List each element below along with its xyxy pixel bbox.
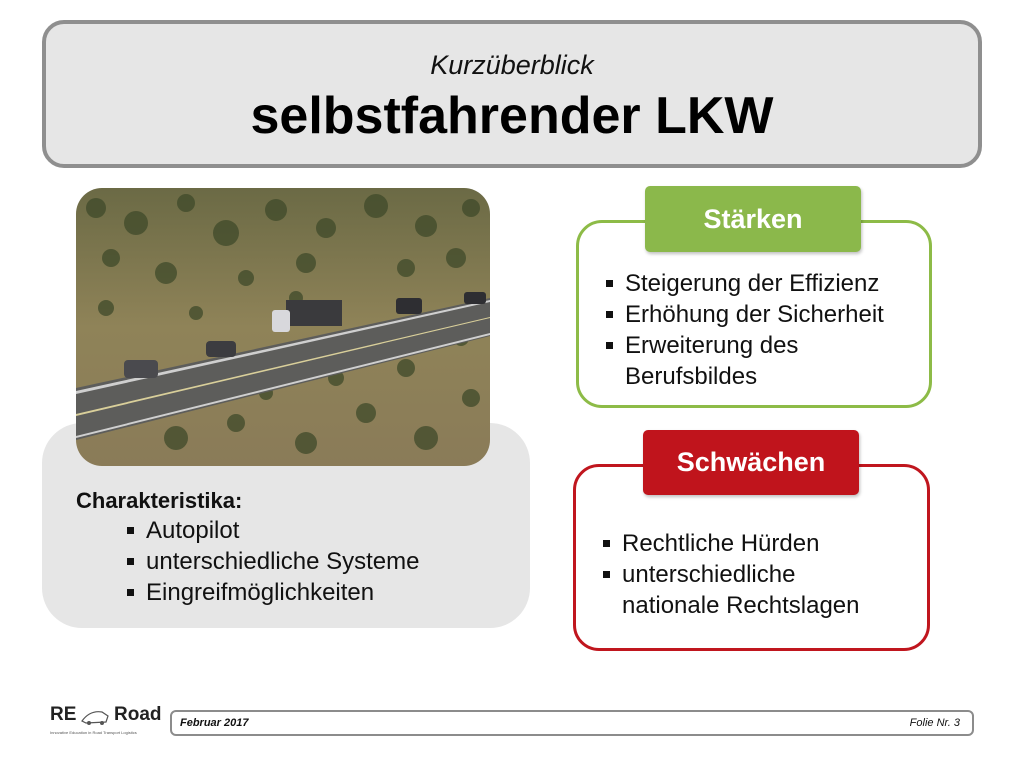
list-item: Autopilot bbox=[146, 515, 419, 546]
list-item: Rechtliche Hürden bbox=[622, 528, 892, 559]
slide-number: Folie Nr. 3 bbox=[909, 717, 960, 729]
characteristics-list bbox=[146, 515, 419, 608]
weaknesses-list bbox=[622, 528, 892, 621]
strengths-label: Stärken bbox=[645, 186, 861, 252]
slide-title: selbstfahrender LKW bbox=[250, 87, 774, 145]
slide-subtitle: Kurzüberblick bbox=[430, 50, 594, 80]
strengths-list bbox=[625, 268, 884, 392]
truck-logo-icon bbox=[80, 706, 110, 731]
re-road-logo bbox=[48, 704, 160, 742]
footer-bar bbox=[170, 710, 974, 736]
list-item: Erhöhung der Sicherheit bbox=[625, 301, 884, 328]
list-item: Steigerung der Effizienz bbox=[625, 268, 884, 299]
footer-date: Februar 2017 bbox=[180, 717, 249, 729]
logo-text-right: Road bbox=[114, 704, 162, 725]
truck-highway-photo bbox=[76, 188, 490, 466]
list-item: unterschiedliche Systeme bbox=[146, 548, 420, 575]
list-item: Erweiterung des Berufsbildes bbox=[625, 330, 875, 392]
characteristics-heading: Charakteristika: bbox=[76, 488, 243, 513]
logo-tagline: Innovative Education in Road Transport Logistics bbox=[50, 730, 137, 735]
logo-text-left: RE bbox=[50, 704, 77, 725]
title-box bbox=[42, 20, 982, 168]
weaknesses-label: Schwächen bbox=[643, 430, 859, 495]
list-item: unterschiedliche nationale Rechtslagen bbox=[622, 559, 892, 621]
list-item: Eingreifmöglichkeiten bbox=[146, 577, 419, 608]
